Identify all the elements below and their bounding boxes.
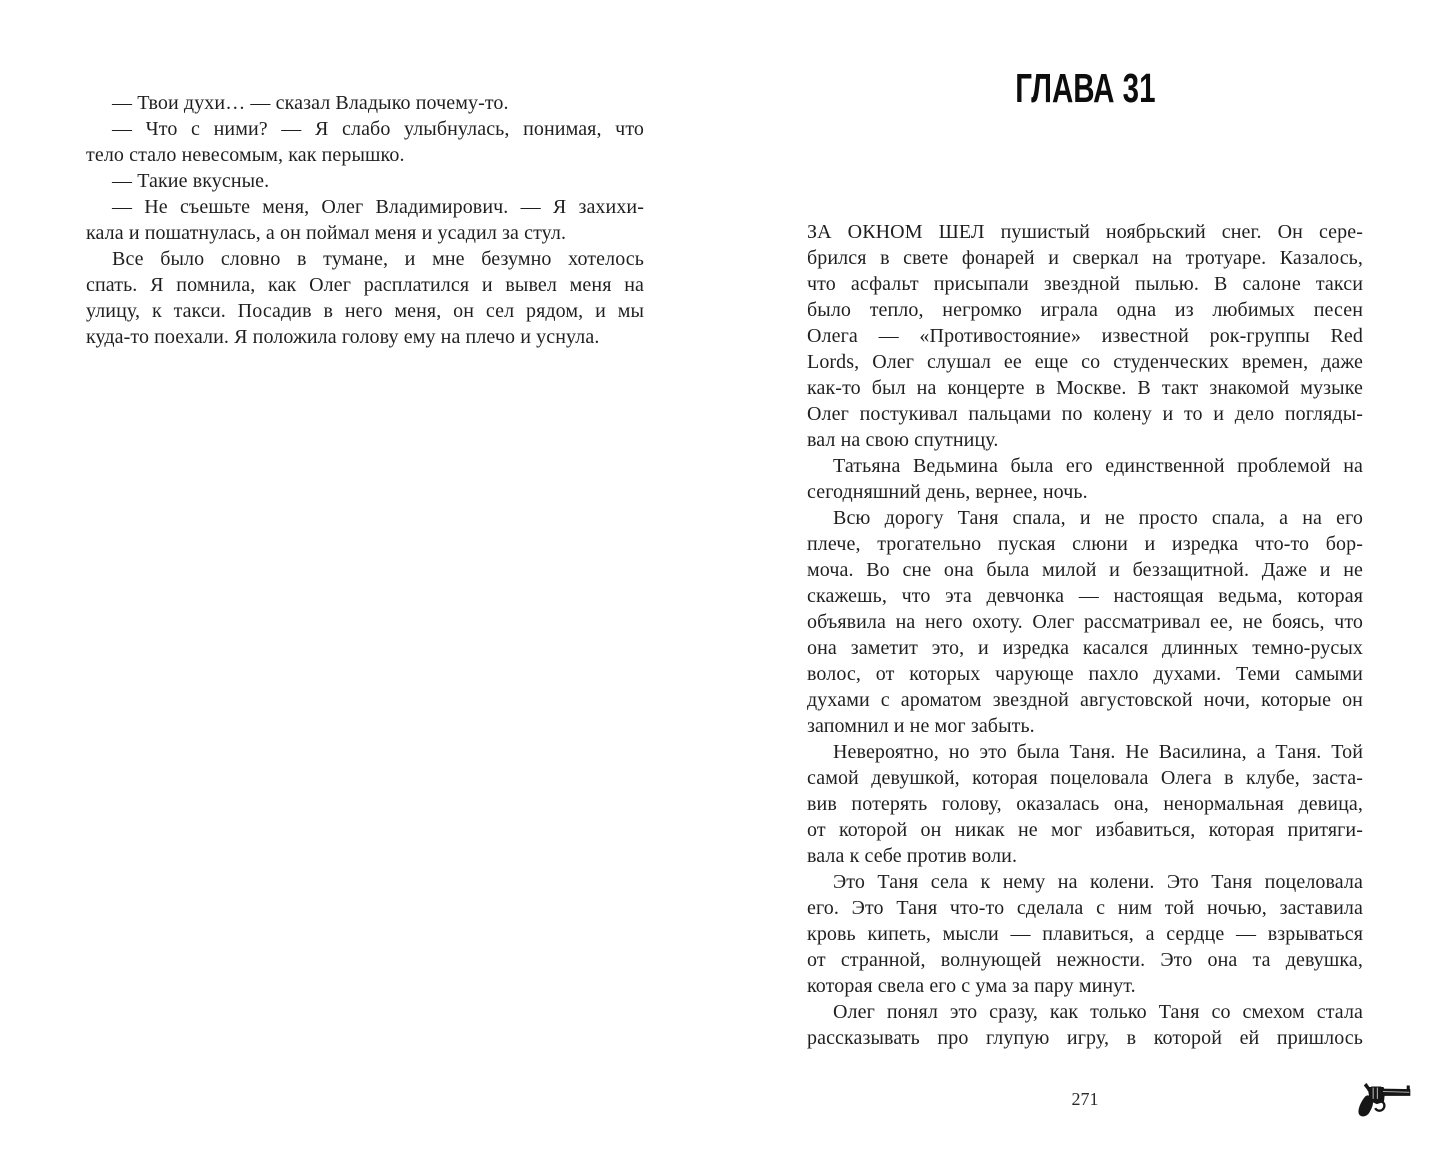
chapter-heading-label: ГЛАВА 31 [1014,65,1156,111]
text-line: Олега — «Противостояние» известной рок-группы Red [807,325,1363,347]
text-line: его. Это Таня что-то сделала с ним той ночью, заставила [807,897,1363,919]
text-line: от странной, волнующей нежности. Это она та девушка, [807,949,1363,971]
text-line: Невероятно, но это была Таня. Не Василина, а Таня. Той [833,741,1363,763]
text-line: ЗА ОКНОМ ШЕЛ пушистый ноябрьский снег. Он сере- [807,221,1363,243]
text-line: — Что с ними? — Я слабо улыбнулась, понимая, что [112,118,644,140]
text-line: самой девушкой, которая поцеловала Олега в клубе, заста- [807,767,1363,789]
text-line: вал на свою спутницу. [807,429,999,451]
right-page-text [807,219,1363,1051]
text-line: вив потерять голову, оказалась она, ненормальная девица, [807,793,1363,815]
text-line: скажешь, что эта девчонка — настоящая ведьма, которая [807,585,1363,607]
text-line: она заметит это, и изредка касался длинных темно-русых [807,637,1363,659]
text-line: рассказывать про глупую игру, в которой ей пришлось [807,1027,1363,1049]
paragraph [807,869,1363,999]
chapter-heading [807,66,1363,110]
text-line: — Твои духи… — сказал Владыко почему-то. [112,92,509,114]
paragraph [86,246,644,350]
paragraph [86,194,644,246]
page-number: 271 [1071,1089,1099,1109]
text-line: Олег постукивал пальцами по колену и то и дело погляды- [807,403,1363,425]
text-line: плече, трогательно пуская слюни и изредка что-то бор- [807,533,1363,555]
text-line: брился в свете фонарей и сверкал на тротуаре. Казалось, [807,247,1363,269]
text-line: кровь кипеть, мысли — плавиться, а сердце — взрываться [807,923,1363,945]
text-line: которая свела его с ума за пару минут. [807,975,1136,997]
paragraph [807,505,1363,739]
text-line: как-то был на концерте в Москве. В такт знакомой музыке [807,377,1363,399]
text-line: вала к себе против воли. [807,845,1018,867]
text-line: — Такие вкусные. [112,170,270,192]
text-line: Lords, Олег слушал ее еще со студенческих времен, даже [807,351,1363,373]
paragraph [807,999,1363,1051]
paragraph [807,739,1363,869]
text-line: Все было словно в тумане, и мне безумно хотелось [112,248,644,270]
text-line: Татьяна Ведьмина была его единственной проблемой на [833,455,1363,477]
text-line: Это Таня села к нему на колени. Это Таня поцеловала [833,871,1363,893]
paragraph [86,116,644,168]
text-line: моча. Во сне она была милой и беззащитной. Даже и не [807,559,1363,581]
text-line: Олег понял это сразу, как только Таня со смехом стала [833,1001,1363,1023]
text-line: тело стало невесомым, как перышко. [86,144,405,166]
paragraph [86,90,644,116]
text-line: — Не съешьте меня, Олег Владимирович. — Я захихи- [112,196,644,218]
text-line: улицу, к такси. Посадив в него меня, он сел рядом, и мы [86,300,644,322]
text-line: куда-то поехали. Я положила голову ему на плечо и уснула. [86,326,600,348]
left-page-text [86,90,644,350]
text-line: что асфальт присыпали звездной пылью. В салоне такси [807,273,1363,295]
text-line: духами с ароматом звездной августовской ночи, которые он [807,689,1363,711]
text-line: запомнил и не мог забыть. [807,715,1035,737]
text-line: спать. Я помнила, как Олег расплатился и вывел меня на [86,274,644,296]
text-line: Всю дорогу Таня спала, и не просто спала, а на его [833,507,1363,529]
revolver-icon [1354,1080,1416,1122]
text-line: от которой он никак не мог избавиться, которая притяги- [807,819,1363,841]
paragraph [807,453,1363,505]
paragraph [86,168,644,194]
text-line: волос, от которых чарующе пахло духами. Теми самыми [807,663,1363,685]
paragraph [807,219,1363,453]
text-line: сегодняшний день, вернее, ночь. [807,481,1088,503]
text-line: объявила на него охоту. Олег рассматривал ее, не боясь, что [807,611,1363,633]
text-line: кала и пошатнулась, а он поймал меня и усадил за стул. [86,222,567,244]
text-line: было тепло, негромко играла одна из любимых песен [807,299,1363,321]
